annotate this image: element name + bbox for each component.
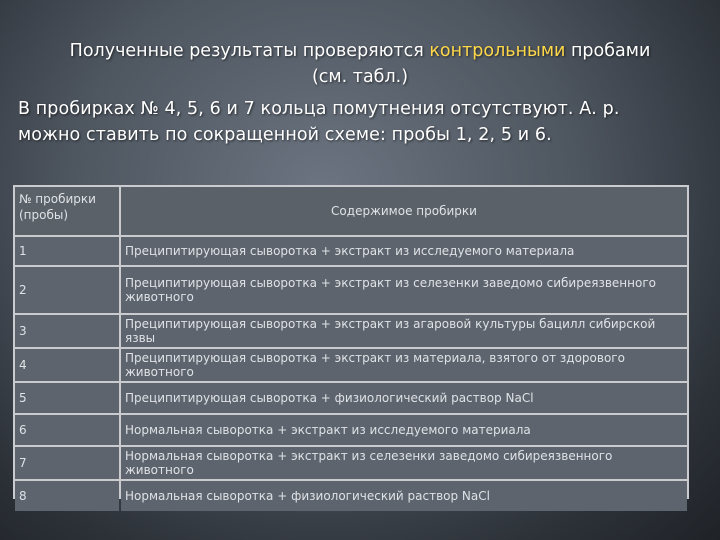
table — [13, 185, 689, 513]
tube-number-cell: 1 — [15, 237, 119, 265]
header-tube-number-line1: № пробирки — [19, 192, 96, 206]
title-text-before: Полученные результаты проверяются — [69, 41, 430, 61]
tube-number-cell: 6 — [15, 415, 119, 445]
table-row — [15, 349, 687, 381]
slide-title — [18, 38, 702, 64]
table-row — [15, 481, 687, 511]
header-tube-number — [15, 187, 119, 235]
title-reference: (см. табл.) — [311, 67, 409, 87]
tube-number-cell: 7 — [15, 447, 119, 479]
tube-number-cell: 4 — [15, 349, 119, 381]
paragraph-line-2: можно ставить по сокращенной схеме: пробы 1, 2, 5 и 6. — [18, 125, 552, 145]
header-contents: Содержимое пробирки — [121, 187, 687, 235]
tube-contents-cell: Преципитирующая сыворотка + экстракт из материала, взятого от здорового животного — [121, 349, 687, 381]
header-tube-number-line2: (пробы) — [19, 208, 69, 222]
table-row — [15, 315, 687, 347]
table-row — [15, 415, 687, 445]
body-paragraph — [18, 96, 702, 148]
tube-number-cell: 5 — [15, 383, 119, 413]
table-row — [15, 237, 687, 265]
table-row — [15, 383, 687, 413]
text-block — [18, 38, 702, 148]
tube-contents-cell: Нормальная сыворотка + экстракт из исследуемого материала — [121, 415, 687, 445]
tube-number-cell: 2 — [15, 267, 119, 313]
tube-contents-cell: Преципитирующая сыворотка + экстракт из исследуемого материала — [121, 237, 687, 265]
tube-contents-cell: Преципитирующая сыворотка + экстракт из селезенки заведомо сибиреязвенного животного — [121, 267, 687, 313]
results-table — [13, 185, 689, 503]
title-highlight: контрольными — [429, 41, 566, 61]
paragraph-line-1: В пробирках № 4, 5, 6 и 7 кольца помутнения отсутствуют. А. р. — [18, 99, 620, 119]
tube-contents-cell: Преципитирующая сыворотка + физиологический раствор NaCl — [121, 383, 687, 413]
tube-contents-cell: Нормальная сыворотка + физиологический раствор NaCl — [121, 481, 687, 511]
title-text-after: пробами — [565, 41, 651, 61]
table-row — [15, 447, 687, 479]
tube-number-cell: 3 — [15, 315, 119, 347]
tube-contents-cell: Нормальная сыворотка + экстракт из селезенки заведомо сибиреязвенного животного — [121, 447, 687, 479]
table-row — [15, 267, 687, 313]
tube-contents-cell: Преципитирующая сыворотка + экстракт из агаровой культуры бацилл сибирской язвы — [121, 315, 687, 347]
tube-number-cell: 8 — [15, 481, 119, 511]
table-header-row — [15, 187, 687, 235]
